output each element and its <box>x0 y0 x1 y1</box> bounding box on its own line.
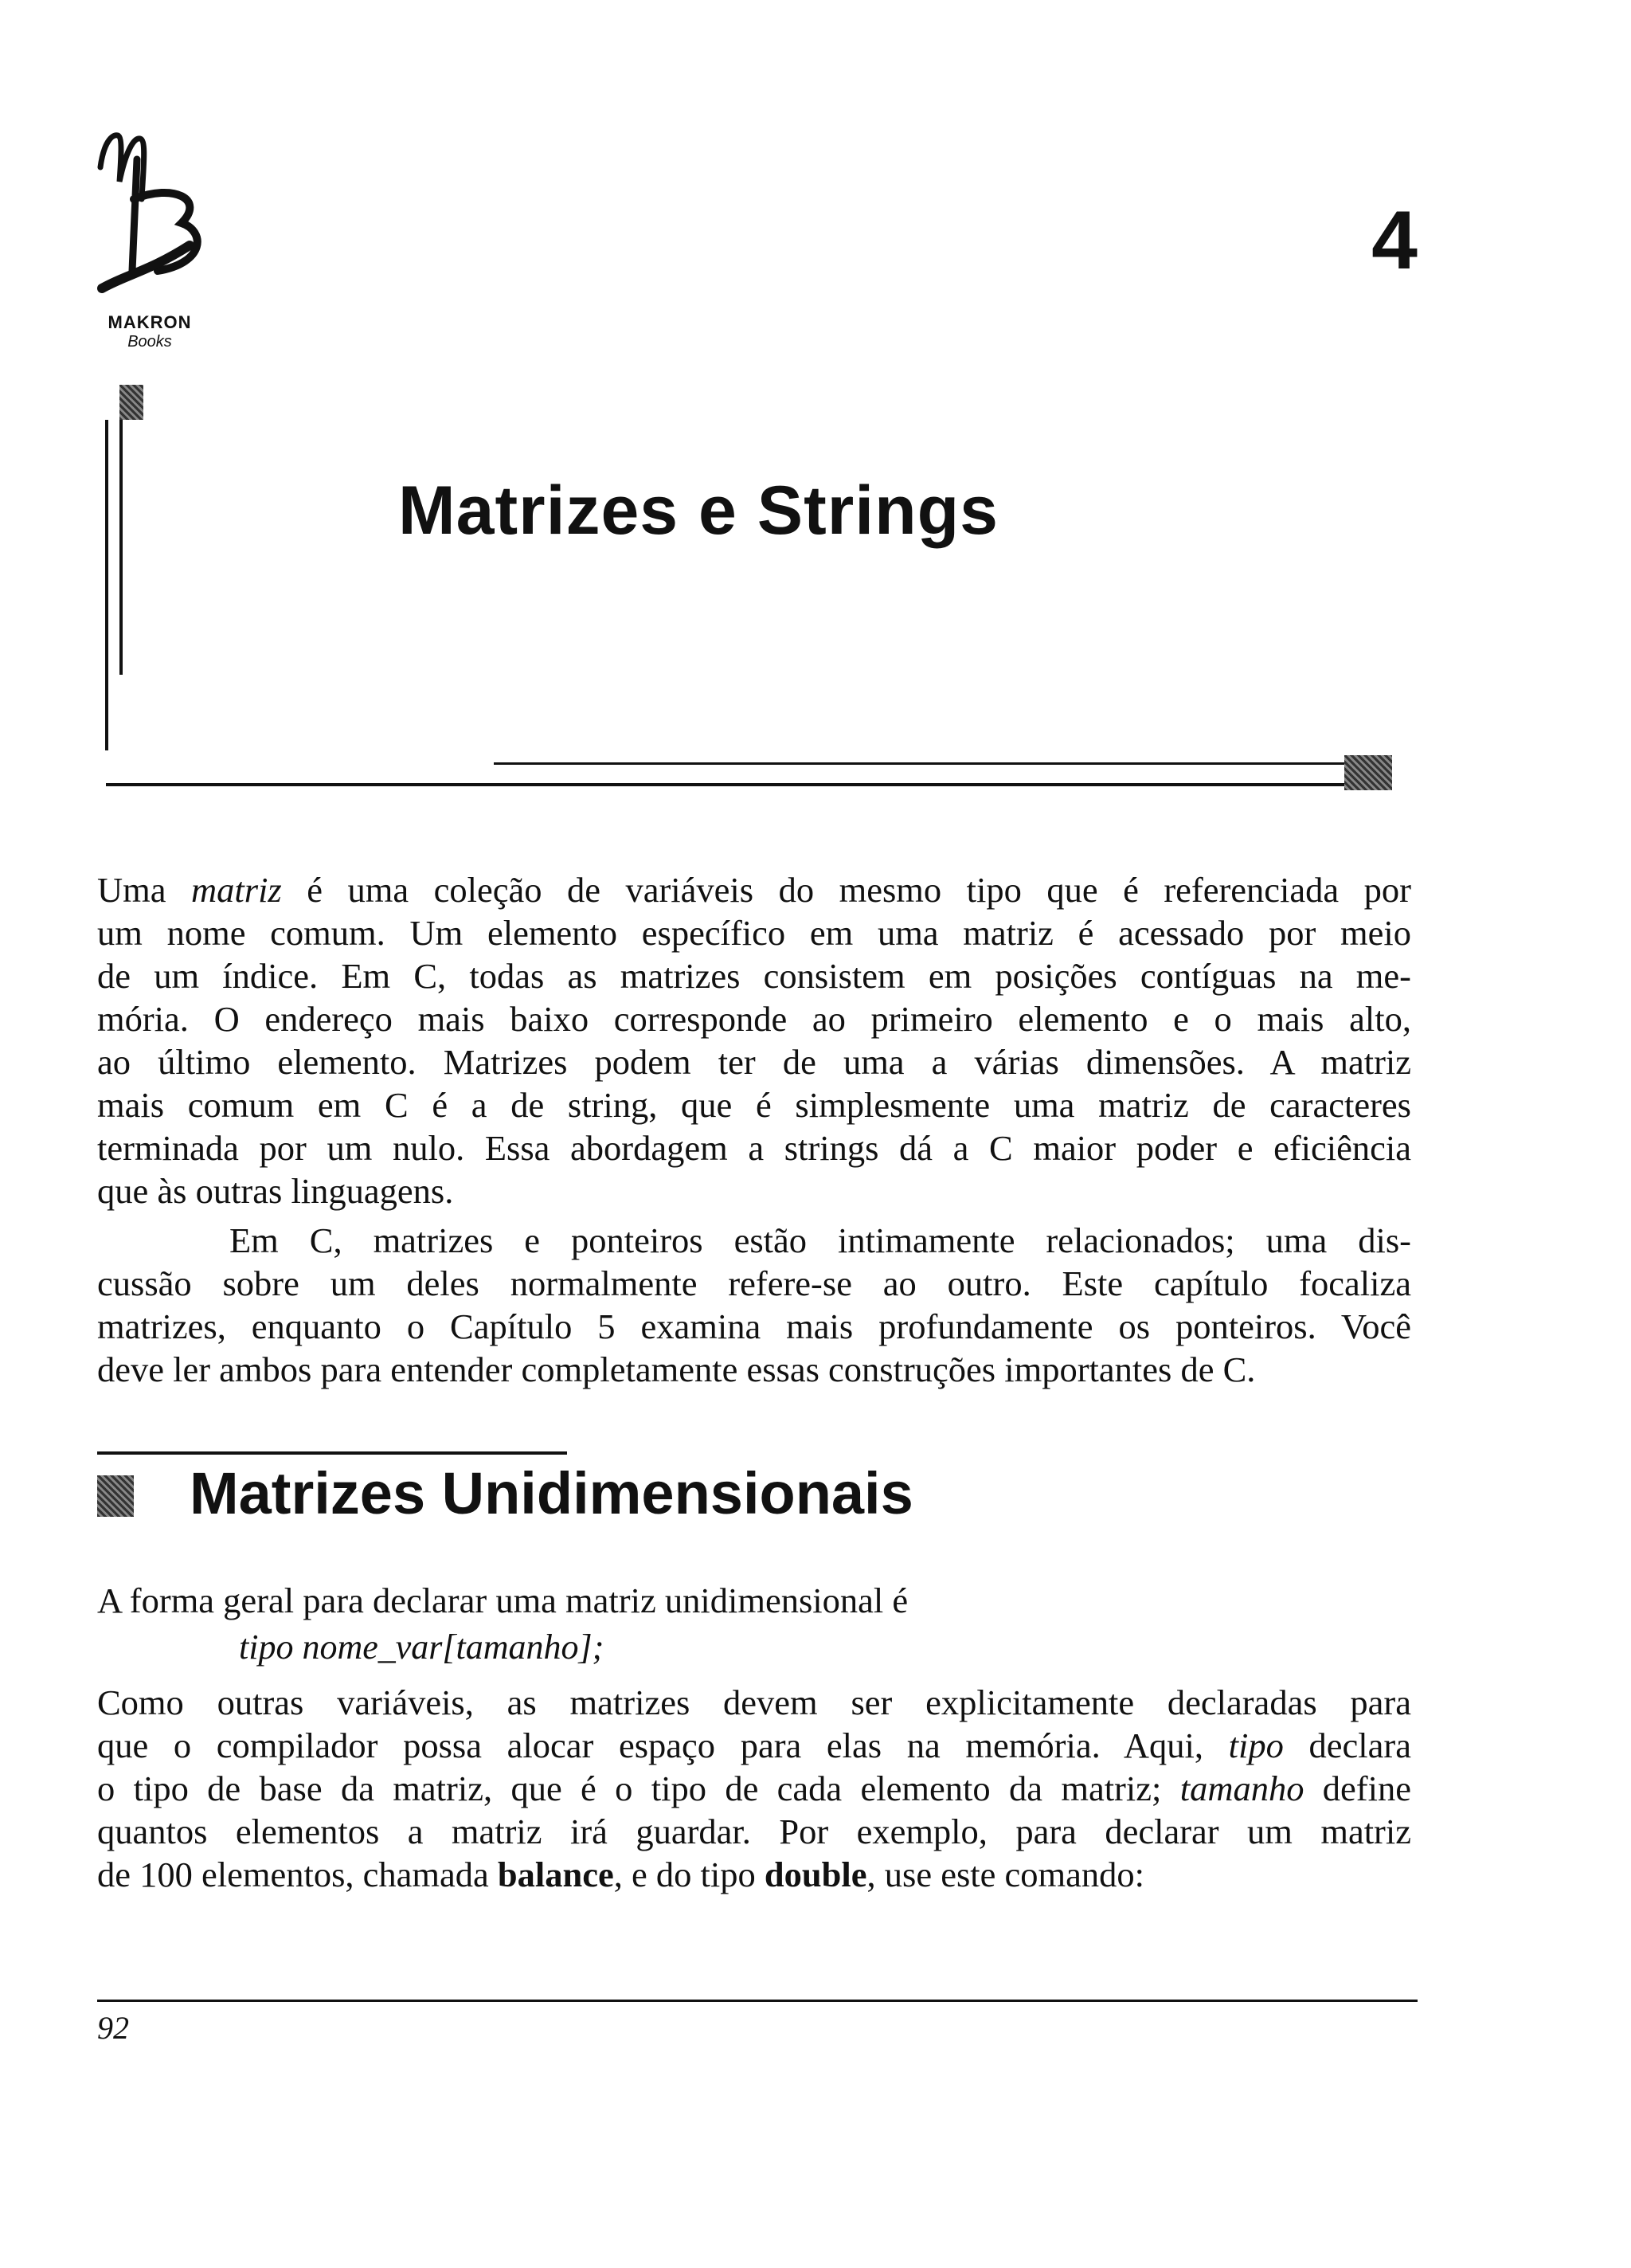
text-line <box>97 1724 1411 1767</box>
text-run: que o compilador possa alocar espaço para elas na memória. Aqui, <box>97 1725 1229 1765</box>
text-line <box>97 1681 1411 1724</box>
chapter-title: Matrizes e Strings <box>398 472 999 549</box>
text-run: cussão sobre um deles normalmente refere-se ao outro. Este capítulo focaliza <box>97 1263 1411 1303</box>
italic-term: tamanho <box>1179 1769 1304 1808</box>
text-run: terminada por um nulo. Essa abordagem a strings dá a C maior poder e eficiência <box>97 1128 1411 1168</box>
text-line <box>97 1305 1411 1348</box>
text-run: de 100 elementos, chamada <box>97 1855 498 1894</box>
text-run: que às outras linguagens. <box>97 1171 454 1211</box>
section-paragraph <box>97 1681 1411 1896</box>
section-lead-text: A forma geral para declarar uma matriz unidimensional é <box>97 1581 909 1620</box>
frame-horizontal-rule <box>106 783 1344 786</box>
text-line <box>97 1262 1411 1305</box>
page-number: 92 <box>97 2010 129 2046</box>
text-run: , use este comando: <box>866 1855 1145 1894</box>
text-line <box>97 997 1411 1040</box>
text-line <box>97 868 1411 911</box>
frame-vertical-rule <box>119 420 123 675</box>
text-run: define <box>1304 1769 1411 1808</box>
text-line <box>97 1169 1411 1212</box>
section-rule <box>97 1451 567 1455</box>
text-line <box>97 1126 1411 1169</box>
syntax-example: tipo nome_var[tamanho]; <box>239 1628 604 1667</box>
intro-paragraph-1 <box>97 868 1411 1212</box>
logo-wordmark-bottom: Books <box>127 333 172 351</box>
bold-term: balance <box>497 1855 614 1894</box>
frame-horizontal-rule <box>494 762 1344 765</box>
text-run: quantos elementos a matriz irá guardar. Por exemplo, para declarar um matriz <box>97 1812 1411 1851</box>
makron-books-monogram-icon <box>86 112 221 311</box>
frame-square-decoration <box>1344 755 1392 790</box>
text-run: ao último elemento. Matrizes podem ter de uma a várias dimensões. A matriz <box>97 1042 1411 1082</box>
text-run: deve ler ambos para entender completamente essas construções importantes de C. <box>97 1349 1256 1389</box>
logo-wordmark-top: MAKRON <box>108 312 192 332</box>
text-line <box>97 1083 1411 1126</box>
text-line <box>97 911 1411 954</box>
text-run: matrizes, enquanto o Capítulo 5 examina mais profundamente os ponteiros. Você <box>97 1306 1411 1346</box>
frame-square-decoration <box>119 385 143 420</box>
publisher-logo <box>86 112 229 382</box>
text-run: Como outras variáveis, as matrizes devem ser explicitamente declaradas para <box>97 1682 1411 1722</box>
italic-term: matriz <box>191 870 282 910</box>
bold-term: double <box>764 1855 867 1894</box>
text-line <box>97 1767 1411 1810</box>
text-run: um nome comum. Um elemento específico em uma matriz é acessado por meio <box>97 913 1411 953</box>
text-line <box>97 1219 1411 1262</box>
text-run: Em C, matrizes e ponteiros estão intimamente relacionados; uma dis- <box>229 1220 1411 1260</box>
chapter-number: 4 <box>1371 194 1418 287</box>
text-line <box>97 1810 1411 1853</box>
section-lead <box>97 1579 1411 1622</box>
text-run: Uma <box>97 870 191 910</box>
text-line <box>97 1348 1411 1391</box>
text-run: , e do tipo <box>613 1855 765 1894</box>
text-run: de um índice. Em C, todas as matrizes consistem em posições contíguas na me- <box>97 956 1411 996</box>
section-title: Matrizes Unidimensionais <box>190 1460 913 1526</box>
footer-rule <box>97 2000 1418 2002</box>
italic-term: tipo <box>1228 1725 1284 1765</box>
text-run: declara <box>1283 1725 1411 1765</box>
text-run: o tipo de base da matriz, que é o tipo de cada elemento da matriz; <box>97 1769 1180 1808</box>
text-line <box>97 1853 1411 1896</box>
text-line <box>97 954 1411 997</box>
frame-vertical-rule <box>105 420 108 750</box>
text-run: mória. O endereço mais baixo corresponde ao primeiro elemento e o mais alto, <box>97 999 1411 1039</box>
text-run: é uma coleção de variáveis do mesmo tipo que é referenciada por <box>281 870 1411 910</box>
text-line <box>97 1040 1411 1083</box>
text-run: mais comum em C é a de string, que é simplesmente uma matriz de caracteres <box>97 1085 1411 1125</box>
section-square-decoration <box>97 1475 134 1517</box>
intro-paragraph-2 <box>97 1219 1411 1391</box>
